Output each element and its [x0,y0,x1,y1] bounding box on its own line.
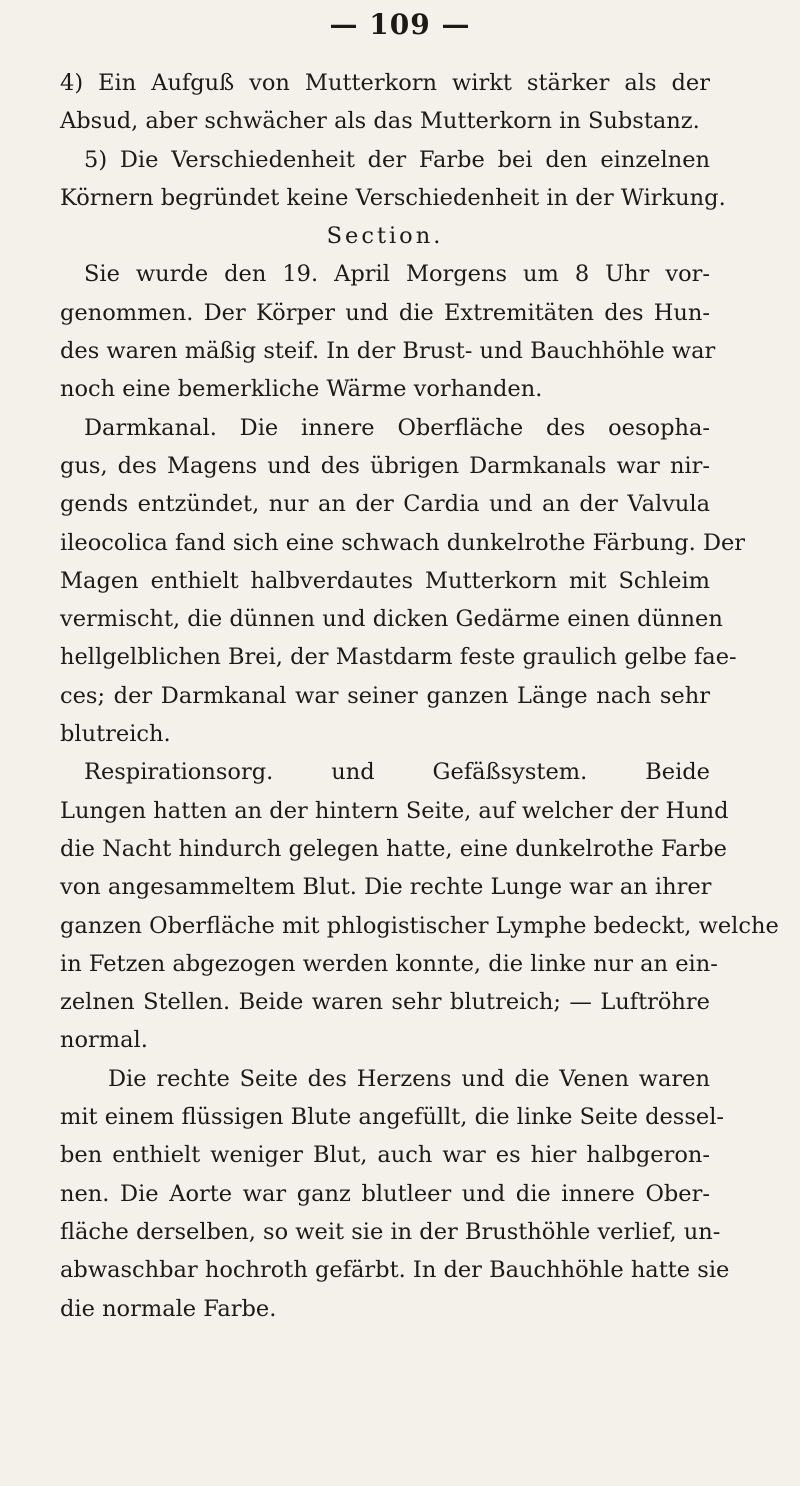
text-line: 5) Die Verschiedenheit der Farbe bei den einzelnen [84,146,710,173]
text-line: genommen. Der Körper und die Extremitäten des Hun- [60,299,710,326]
text-line: ces; der Darmkanal war seiner ganzen Länge nach sehr [60,682,710,709]
text-line: ganzen Oberfläche mit phlogistischer Lymphe bedeckt, welche [60,912,779,939]
text-line: Körnern begründet keine Verschiedenheit in der Wirkung. [60,184,726,211]
text-line: fläche derselben, so weit sie in der Brusthöhle verlief, un- [60,1218,721,1245]
text-line: Magen enthielt halbverdautes Mutterkorn mit Schleim [60,567,710,594]
text-line: mit einem flüssigen Blute angefüllt, die linke Seite dessel- [60,1104,725,1131]
text-line: blutreich. [60,721,171,748]
section-heading: Section. [326,223,444,250]
text-line: gus, des Magens und des übrigen Darmkanals war nir- [60,452,710,479]
text-line: von angesammeltem Blut. Die rechte Lunge war an ihrer [60,874,712,901]
text-line: 4) Ein Aufguß von Mutterkorn wirkt stärker als der [60,70,710,96]
text-line: gends entzündet, nur an der Cardia und an der Valvula [60,491,710,518]
text-line: Die rechte Seite des Herzens und die Venen waren [108,1065,710,1092]
text-line: des waren mäßig steif. In der Brust- und Bauchhöhle war [60,338,716,365]
text-line: noch eine bemerkliche Wärme vorhanden. [60,376,543,403]
text-line: hellgelblichen Brei, der Mastdarm feste graulich gelbe fae- [60,644,737,671]
text-line: die Nacht hindurch gelegen hatte, eine dunkelrothe Farbe [60,835,728,862]
text-line: ben enthielt weniger Blut, auch war es hier halbgeron- [60,1142,710,1169]
text-line: Lungen hatten an der hintern Seite, auf welcher der Hund [60,797,729,824]
text-line: Respirationsorg. und Gefäßsystem. Beide [84,759,710,786]
text-line: in Fetzen abgezogen werden konnte, die linke nur an ein- [60,950,718,977]
text-line: die normale Farbe. [60,1295,277,1322]
text-line: vermischt, die dünnen und dicken Gedärme einen dünnen [60,606,723,633]
text-line: zelnen Stellen. Beide waren sehr blutreich; — Luftröhre [60,989,710,1016]
text-line: Absud, aber schwächer als das Mutterkorn in Substanz. [60,108,700,135]
text-line: nen. Die Aorte war ganz blutleer und die innere Ober- [60,1180,710,1207]
text-line: abwaschbar hochroth gefärbt. In der Bauchhöhle hatte sie [60,1257,730,1284]
page-number: — 109 — [329,8,471,41]
text-line: Sie wurde den 19. April Morgens um 8 Uhr vor- [84,261,710,288]
body-text [60,64,779,1328]
text-line: ileocolica fand sich eine schwach dunkelrothe Färbung. Der [60,529,746,556]
text-line: Darmkanal. Die innere Oberfläche des oesopha- [84,414,710,441]
text-line: normal. [60,1027,148,1054]
